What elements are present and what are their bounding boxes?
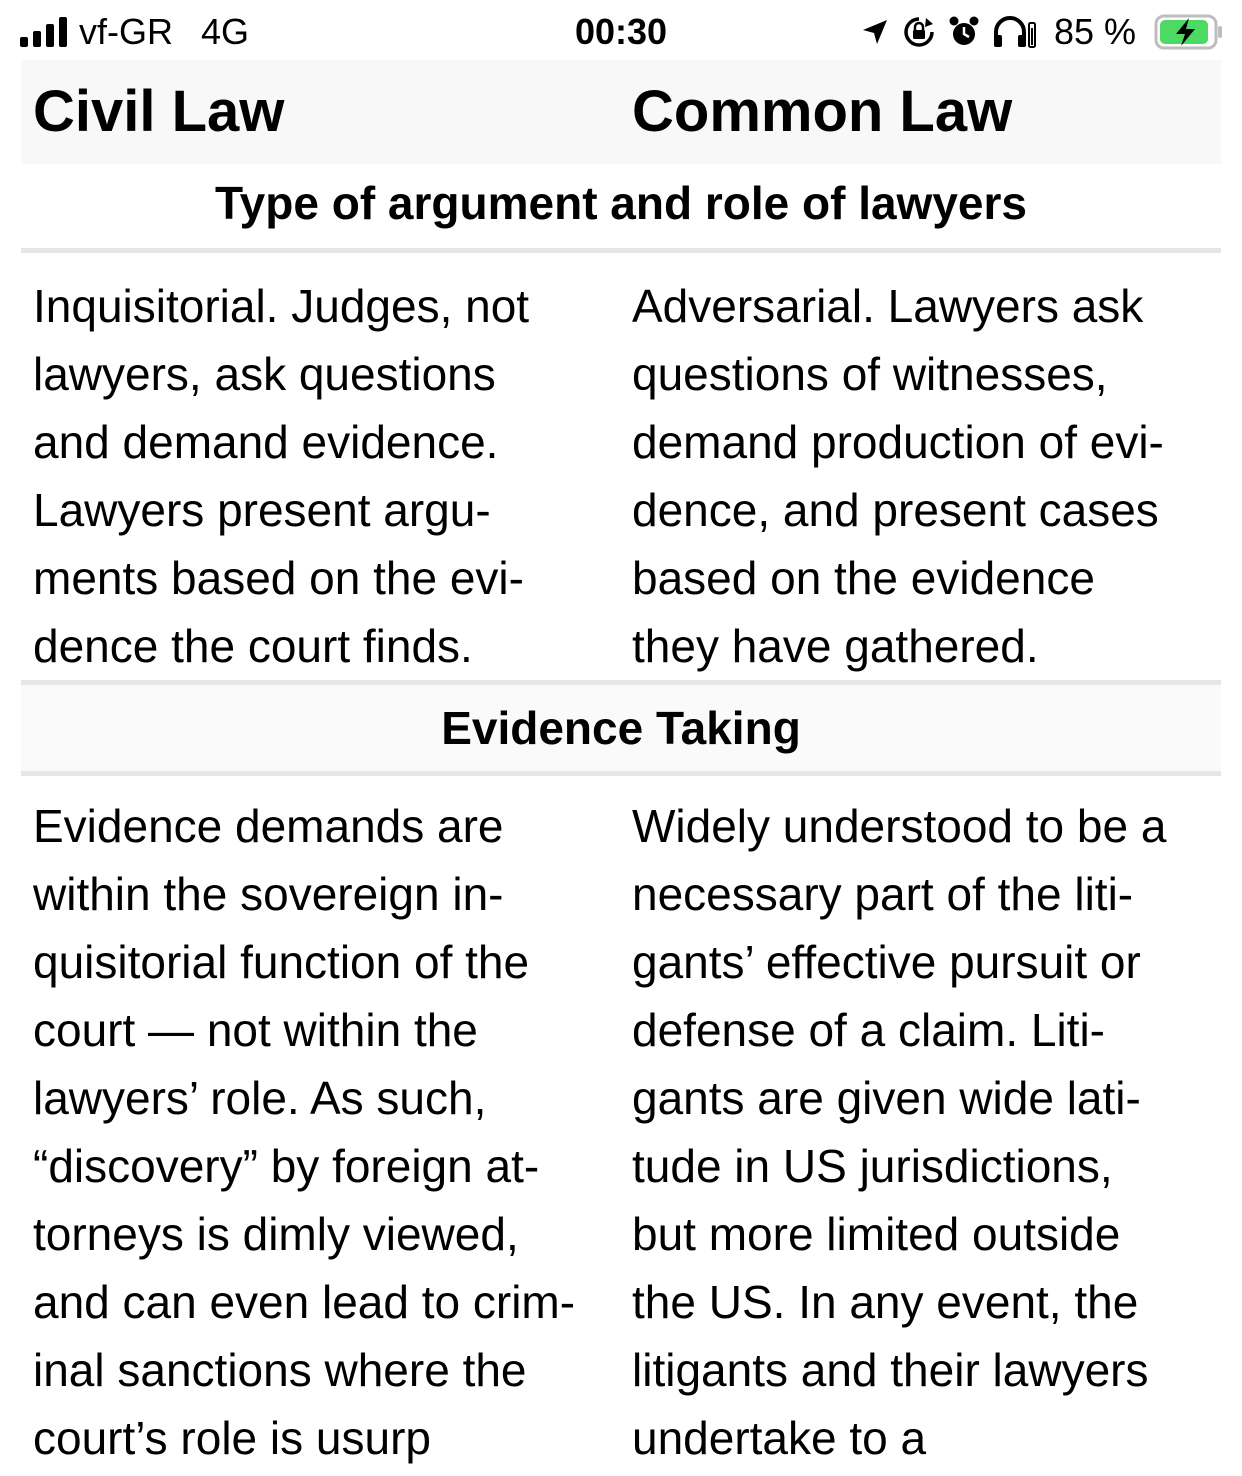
network-type: 4G	[201, 11, 250, 52]
table-row	[21, 253, 1221, 680]
headphones-icon	[992, 15, 1036, 49]
section-title: Type of argument and role of lawyers	[21, 164, 1221, 253]
orientation-lock-icon	[902, 15, 936, 49]
common-law-cell: Widely understood to be a necessary part of the liti- gants’ effective pursuit or defense of a claim. Liti- gants are given wide lati- tude in US jurisdictions, but more limited outside the US. In any event, the litigants and their lawyers undertake to a	[632, 800, 1167, 1464]
battery-charging-icon	[1154, 14, 1224, 50]
location-arrow-icon	[860, 17, 890, 47]
common-law-cell: Adversarial. Lawyers ask questions of witnesses, demand production of evi- dence, and present cases based on the evidence they have gathered.	[632, 280, 1164, 672]
column-header-civil-law: Civil Law	[33, 79, 285, 144]
status-bar	[0, 0, 1242, 60]
table-row	[21, 776, 1221, 1476]
table-header-row	[21, 60, 1221, 164]
civil-law-cell: Inquisitorial. Judges, not lawyers, ask questions and demand evidence. Lawyers present argu- ments based on the evi- dence the court finds.	[33, 280, 530, 672]
alarm-icon	[948, 15, 980, 49]
comparison-table	[21, 60, 1221, 1476]
column-header-common-law: Common Law	[632, 79, 1013, 144]
civil-law-cell: Evidence demands are within the sovereign in- quisitorial function of the court — not within the lawyers’ role. As such, “discovery” by foreign at- torneys is dimly viewed, and can even lead to crim- inal sanctions where the court’s role is usurp	[33, 800, 576, 1464]
carrier-name: vf-GR	[79, 11, 173, 52]
section-title: Evidence Taking	[21, 680, 1221, 776]
clock: 00:30	[574, 11, 668, 52]
status-bar-right	[860, 10, 1224, 54]
battery-percent: 85 %	[1053, 11, 1136, 52]
